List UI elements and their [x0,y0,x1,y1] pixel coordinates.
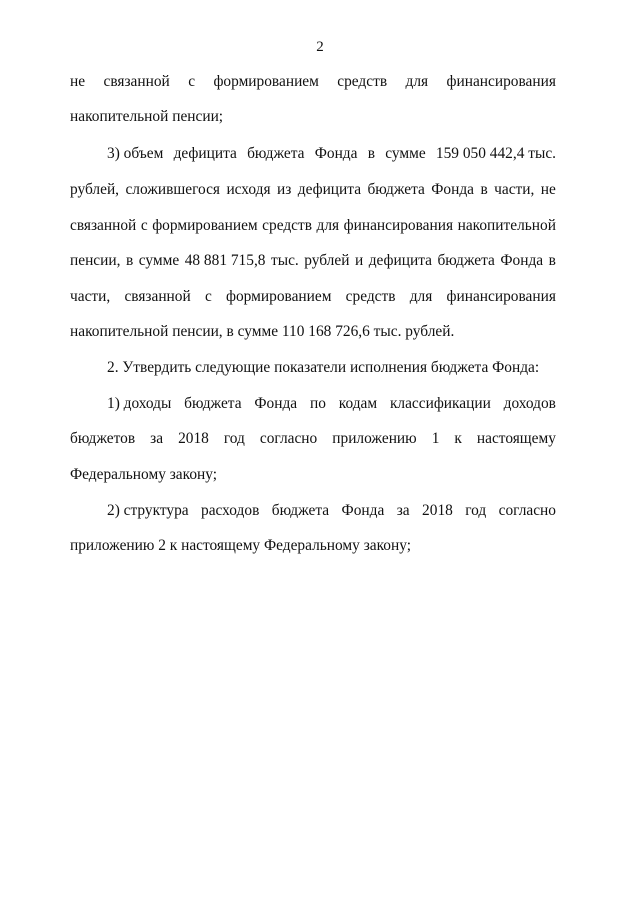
text-word: бюджета [247,145,305,162]
text-word: с [140,217,148,234]
text-word: с [204,288,212,305]
text-word: финансирования [446,73,556,90]
text-line [107,394,556,414]
text-line [70,322,556,342]
text-word: с [188,73,196,90]
text-word: средств [262,217,312,234]
text-line [70,216,556,236]
text-word: для [316,217,340,234]
text-word: 1 [431,430,440,447]
text-word: сумме [138,252,180,269]
text-line [70,107,556,127]
text-word: Фонда [314,145,358,162]
page-number: 2 [316,39,324,55]
text-word: к [454,430,462,447]
text-word: не [540,181,556,198]
text-word: тыс. [271,252,299,269]
text-word: кодам [338,395,378,412]
text-word: в [548,252,556,269]
text-word: части, [70,288,111,305]
text-word: бюджета [184,395,242,412]
text-word: формированием [226,288,332,305]
text-word: связанной [70,217,137,234]
text-line [107,358,556,378]
text-word: формированием [152,217,258,234]
text-word: 48 881 715,8 [184,252,266,269]
text-word: за [396,502,410,519]
text-word: настоящему [476,430,556,447]
text-word: приложению 2 к настоящему Федеральному закону; [70,537,412,554]
text-word: в [367,145,375,162]
text-word: Фонда [431,181,475,198]
text-word: дефицита [368,252,432,269]
text-word: бюджетов [70,430,136,447]
text-word: 159 050 442,4 тыс. [435,145,556,162]
text-word: в [480,181,488,198]
text-word: и [354,252,364,269]
text-line [107,144,556,164]
text-word: не [70,73,86,90]
text-line [70,251,556,271]
text-word: накопительной пенсии; [70,108,224,125]
text-word: за [150,430,164,447]
text-word: финансирования [446,288,556,305]
text-word: доходов [503,395,556,412]
text-word: 2. Утвердить следующие показатели исполнения бюджета Фонда: [107,359,540,376]
text-word: дефицита [297,181,362,198]
text-word: рублей, [70,181,120,198]
text-word: пенсии, [70,252,121,269]
text-word: из [277,181,292,198]
text-line [70,536,556,556]
text-word: приложению [332,430,417,447]
text-word: сложившегося [125,181,221,198]
text-line [70,429,556,449]
text-word: связанной [103,73,170,90]
text-word: средств [345,288,396,305]
text-word: для [409,288,433,305]
text-word: 2) структура [107,502,189,519]
text-word: рублей [304,252,350,269]
text-word: 1) доходы [107,395,172,412]
text-line [70,180,556,200]
text-word: в [125,252,134,269]
text-word: Фонда [341,502,385,519]
text-word: расходов [201,502,260,519]
text-word: год [223,430,245,447]
text-word: сумме [385,145,426,162]
text-word: 2018 [178,430,209,447]
text-line [70,72,556,92]
text-word: Фонда [254,395,298,412]
text-word: классификации [389,395,491,412]
text-word: бюджета [271,502,330,519]
text-word: согласно [259,430,318,447]
text-word: 3) объем [107,145,164,162]
text-word: накопительной [457,217,556,234]
text-word: связанной [124,288,191,305]
text-word: по [309,395,326,412]
text-word: финансирования [343,217,454,234]
text-word: формированием [213,73,319,90]
text-word: год [465,502,487,519]
text-word: 2018 [422,502,453,519]
text-word: бюджета [437,252,495,269]
text-word: бюджета [367,181,425,198]
text-word: средств [337,73,388,90]
text-word: исходя [226,181,271,198]
text-line [70,287,556,307]
text-word: Фонда [500,252,544,269]
text-word: дефицита [173,145,237,162]
text-line [70,465,556,485]
text-word: согласно [498,502,556,519]
text-word: накопительной пенсии, в сумме 110 168 726,6 тыс. рублей. [70,323,455,340]
text-word: для [405,73,429,90]
text-line [107,501,556,521]
text-word: Федеральному закону; [70,466,218,483]
text-word: части, [494,181,535,198]
